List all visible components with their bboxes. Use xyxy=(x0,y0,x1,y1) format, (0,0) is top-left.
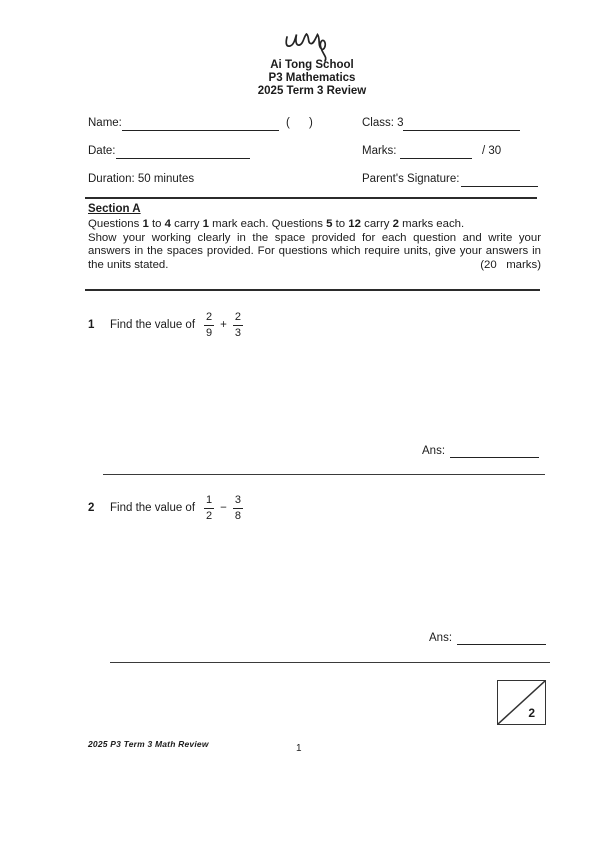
date-label: Date: xyxy=(88,145,116,157)
question-divider-1 xyxy=(103,474,545,475)
marks-total: / 30 xyxy=(482,145,502,157)
exam-title: 2025 Term 3 Review xyxy=(257,85,367,97)
document-header xyxy=(62,59,562,98)
section-heading: Section A xyxy=(88,203,141,215)
instructions-line2-c: the units stated. (20 marks) xyxy=(88,258,541,271)
question-divider-2 xyxy=(110,662,550,663)
operator: + xyxy=(220,319,227,331)
marks-label: Marks: xyxy=(362,145,397,157)
school-name: Ai Tong School xyxy=(270,59,354,71)
fraction-denominator: 3 xyxy=(234,327,241,339)
name-label: Name: xyxy=(88,117,122,129)
fraction-numerator: 1 xyxy=(204,494,214,509)
form-divider xyxy=(85,197,537,199)
ans-label: Ans: xyxy=(429,632,453,644)
score-value: 2 xyxy=(528,706,535,720)
index-brackets: ( ) xyxy=(286,117,313,129)
class-label: Class: 3 xyxy=(362,117,404,129)
ans-blank xyxy=(450,445,539,458)
date-blank xyxy=(116,144,250,159)
class-blank xyxy=(403,116,520,131)
signature-label: Parent's Signature: xyxy=(362,173,460,185)
operator: − xyxy=(220,502,227,514)
instructions-line2 xyxy=(88,232,541,272)
instructions-line2-b: answers in the spaces provided. For questions which require units, give your answers in xyxy=(88,245,541,258)
question-prompt: Find the value of xyxy=(110,319,196,331)
instructions-line1: Questions 1 to 4 carry 1 mark each. Questions 5 to 12 carry 2 marks each. xyxy=(88,218,465,230)
question-number: 1 xyxy=(88,319,95,331)
question-number: 2 xyxy=(88,502,95,514)
instructions-line2-a: Show your working clearly in the space provided for each question and write your xyxy=(88,232,541,244)
fraction-denominator: 8 xyxy=(234,510,241,522)
section-divider xyxy=(85,289,540,291)
fraction-denominator: 9 xyxy=(206,327,213,339)
ans-blank xyxy=(457,632,546,645)
name-blank xyxy=(122,116,279,131)
subject-title: P3 Mathematics xyxy=(268,72,356,84)
fraction-numerator: 2 xyxy=(233,311,243,326)
footer-doc-title: 2025 P3 Term 3 Math Review xyxy=(88,739,209,749)
answer-row-1 xyxy=(422,444,539,458)
question-prompt: Find the value of xyxy=(110,502,196,514)
fraction-denominator: 2 xyxy=(206,510,213,522)
answer-row-2 xyxy=(429,631,546,645)
fraction-numerator: 3 xyxy=(233,494,243,509)
section-marks-note: (20 marks) xyxy=(480,258,541,271)
fraction xyxy=(233,311,243,339)
duration-label: Duration: 50 minutes xyxy=(88,173,195,185)
page-number: 1 xyxy=(296,743,302,754)
fraction xyxy=(204,311,214,339)
score-box xyxy=(497,680,546,725)
diagonal-line xyxy=(498,681,545,724)
question-1 xyxy=(88,311,245,339)
fraction xyxy=(204,494,214,522)
signature-blank xyxy=(461,172,538,187)
question-2 xyxy=(88,494,245,522)
ans-label: Ans: xyxy=(422,445,446,457)
fraction xyxy=(233,494,243,522)
marks-blank xyxy=(400,144,472,159)
fraction-numerator: 2 xyxy=(204,311,214,326)
